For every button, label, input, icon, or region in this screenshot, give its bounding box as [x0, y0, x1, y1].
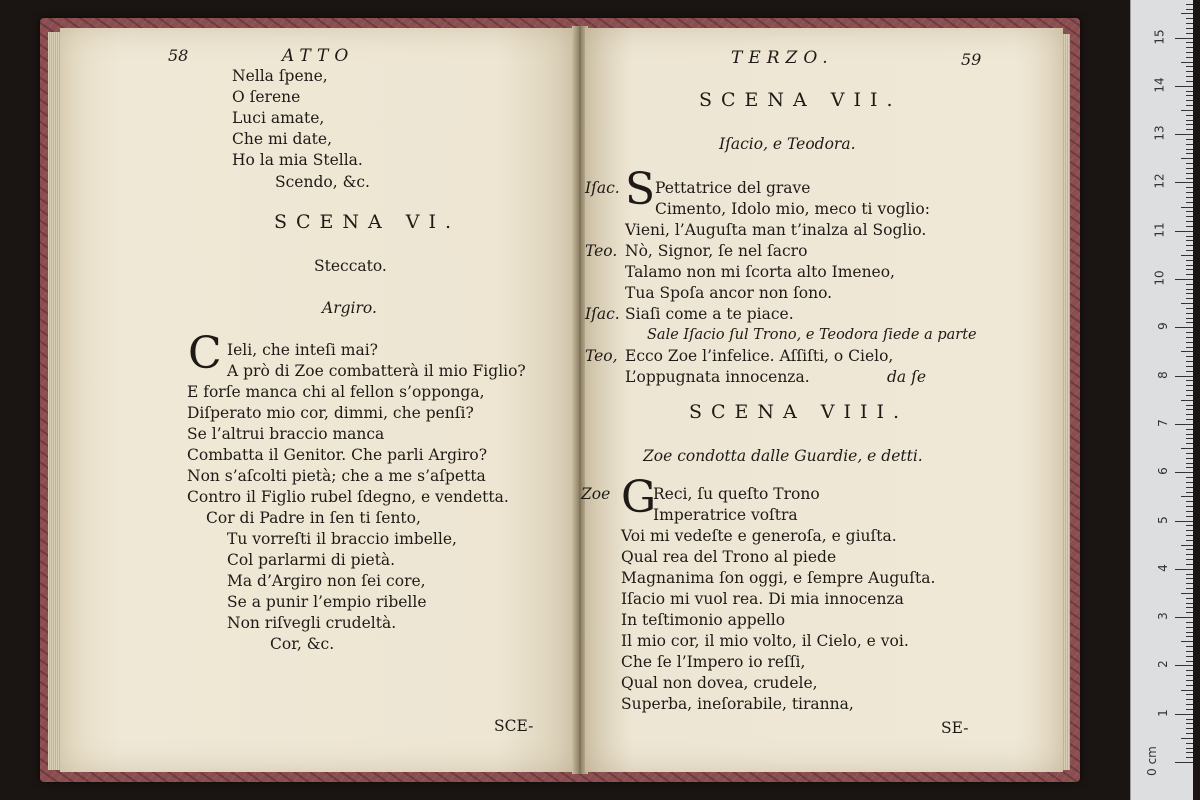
scene-characters: Iſacio, e Teodora. [719, 135, 856, 153]
ruler-tick [1186, 723, 1193, 724]
ruler-tick [1186, 549, 1193, 550]
ruler-label: 2 [1156, 660, 1171, 669]
dialogue-line: Che ſe l’Impero io reſſi, [621, 653, 806, 671]
ruler-tick [1186, 124, 1193, 125]
dialogue-line: Ecco Zoe l’infelice. Aſſiſti, o Cielo, [625, 347, 894, 365]
catchword: SCE- [494, 717, 534, 735]
ruler-tick [1181, 110, 1193, 111]
ruler-label: 1 [1156, 708, 1171, 717]
ruler-tick [1186, 66, 1193, 67]
scene-characters: Zoe condotta dalle Guardie, e detti. [643, 447, 923, 465]
ruler-tick [1186, 337, 1193, 338]
verse-line: Contro il Figlio rubel ſdegno, e vendetta. [187, 488, 509, 506]
verse-line: A prò di Zoe combatterà il mio Figlio? [227, 362, 526, 380]
ruler-tick [1186, 4, 1193, 5]
drop-cap: G [621, 472, 657, 523]
verse-line: Se a punir l’empio ribelle [227, 593, 427, 611]
ruler-tick [1186, 419, 1193, 420]
ruler-tick [1175, 665, 1193, 666]
ruler-tick [1186, 385, 1193, 386]
speaker-label: Teo. [585, 242, 618, 260]
ruler-tick [1186, 559, 1193, 560]
ruler-tick [1186, 115, 1193, 116]
ruler-tick [1186, 438, 1193, 439]
ruler-tick [1186, 492, 1193, 493]
ruler-tick [1186, 71, 1193, 72]
ruler-tick [1186, 260, 1193, 261]
ruler-tick [1186, 211, 1193, 212]
ruler-tick [1186, 197, 1193, 198]
ruler-tick [1186, 709, 1193, 710]
ruler-tick [1186, 173, 1193, 174]
dialogue-line: In teſtimonio appello [621, 611, 786, 629]
ruler-tick [1186, 603, 1193, 604]
ruler-tick [1175, 38, 1193, 39]
ruler-tick [1186, 564, 1193, 565]
ruler-tick [1186, 656, 1193, 657]
ruler-tick [1186, 216, 1193, 217]
ruler-tick [1181, 303, 1193, 304]
ruler-tick [1186, 342, 1193, 343]
ruler-tick [1186, 574, 1193, 575]
character-name: Argiro. [322, 299, 377, 317]
verse-line: Che mi date, [232, 130, 333, 148]
ruler-tick [1175, 327, 1193, 328]
ruler-tick [1186, 612, 1193, 613]
verse-line: Luci amate, [232, 109, 325, 127]
dialogue-line: Magnanima ſon oggi, e ſempre Auguſta. [621, 569, 936, 587]
verse-line: Ieli, che inteſi mai? [227, 341, 378, 359]
ruler-tick [1186, 390, 1193, 391]
ruler-tick [1186, 554, 1193, 555]
ruler-tick [1181, 158, 1193, 159]
ruler-tick [1181, 690, 1193, 691]
ruler-tick [1181, 13, 1193, 14]
ruler-tick [1186, 405, 1193, 406]
ruler-tick [1186, 670, 1193, 671]
ruler-tick [1186, 52, 1193, 53]
ruler-tick [1175, 134, 1193, 135]
ruler-label: 14 [1152, 77, 1167, 93]
dialogue-line: Imperatrice voſtra [653, 506, 798, 524]
ruler-tick [1186, 42, 1193, 43]
dialogue-line: Superba, ineſorabile, tiranna, [621, 695, 854, 713]
ruler-tick [1181, 448, 1193, 449]
dialogue-line: Il mio cor, il mio volto, il Cielo, e voi. [621, 632, 909, 650]
ruler-tick [1186, 646, 1193, 647]
ruler-tick [1175, 182, 1193, 183]
ruler-tick [1186, 627, 1193, 628]
dialogue-line: L’oppugnata innocenza. [625, 368, 810, 386]
ruler-tick [1186, 458, 1193, 459]
ruler-tick [1175, 762, 1193, 763]
ruler-tick [1186, 95, 1193, 96]
ruler-tick [1181, 400, 1193, 401]
ruler-tick [1175, 714, 1193, 715]
ruler-tick [1186, 525, 1193, 526]
ruler-tick [1186, 511, 1193, 512]
ruler-tick [1186, 516, 1193, 517]
ruler-label: 7 [1156, 419, 1171, 427]
ruler-tick [1186, 371, 1193, 372]
ruler-label: 10 [1152, 270, 1167, 286]
ruler-tick [1186, 105, 1193, 106]
ruler-tick [1186, 18, 1193, 19]
dialogue-line: Siaſi come a te piace. [625, 305, 794, 323]
ruler-tick [1186, 178, 1193, 179]
speaker-label: Iſac. [585, 305, 620, 323]
right-running-head: TERZO. [731, 48, 834, 68]
ruler-tick [1186, 33, 1193, 34]
ruler-label: 5 [1156, 515, 1171, 524]
ruler-tick [1186, 443, 1193, 444]
ruler-tick [1186, 699, 1193, 700]
measuring-ruler [1130, 0, 1193, 800]
ruler-tick [1186, 661, 1193, 662]
left-running-head: ATTO [282, 46, 355, 66]
ruler-tick [1175, 521, 1193, 522]
drop-cap: S [625, 164, 656, 215]
ruler-tick [1181, 62, 1193, 63]
ruler-tick [1186, 463, 1193, 464]
ruler-label: 12 [1152, 173, 1167, 190]
ruler-tick [1186, 313, 1193, 314]
ruler-tick [1186, 704, 1193, 705]
verse-line: Ma d’Argiro non ſei core, [227, 572, 426, 590]
dialogue-line: Iſacio mi vuol rea. Di mia innocenza [621, 590, 904, 608]
verse-line: Non riſvegli crudeltà. [227, 614, 397, 632]
ruler-tick [1175, 86, 1193, 87]
dialogue-line: Tua Spoſa ancor non ſono. [625, 284, 833, 302]
verse-line: Nella ſpene, [232, 67, 328, 85]
ruler-tick [1186, 284, 1193, 285]
ruler-tick [1186, 395, 1193, 396]
ruler-tick [1186, 434, 1193, 435]
ruler-tick [1186, 501, 1193, 502]
ruler-tick [1186, 226, 1193, 227]
verse-line: O ſerene [232, 88, 301, 106]
right-page-number: 59 [961, 50, 982, 69]
verse-line: Scendo, &c. [275, 173, 370, 191]
ruler-tick [1186, 607, 1193, 608]
ruler-tick [1186, 202, 1193, 203]
ruler-tick [1186, 187, 1193, 188]
drop-cap: C [188, 328, 222, 379]
ruler-tick [1181, 641, 1193, 642]
dialogue-line: Nò, Signor, ſe nel ſacro [625, 242, 808, 260]
verse-line: Col parlarmi di pietà. [227, 551, 396, 569]
ruler-tick [1186, 453, 1193, 454]
ruler-tick [1181, 496, 1193, 497]
speaker-label: Zoe [581, 485, 611, 503]
ruler-tick [1186, 23, 1193, 24]
ruler-tick [1186, 535, 1193, 536]
dialogue-line: Voi mi vedeſte e generoſa, e giuſta. [621, 527, 897, 545]
ruler-tick [1186, 236, 1193, 237]
ruler-tick [1186, 221, 1193, 222]
ruler-tick [1186, 289, 1193, 290]
scene-heading: SCENA VI. [274, 211, 461, 233]
ruler-tick [1186, 487, 1193, 488]
ruler-tick [1186, 685, 1193, 686]
ruler-tick [1186, 269, 1193, 270]
verse-line: Combatta il Genitor. Che parli Argiro? [187, 446, 488, 464]
ruler-tick [1175, 279, 1193, 280]
ruler-tick [1186, 76, 1193, 77]
ruler-tick [1186, 632, 1193, 633]
verse-line: Cor di Padre in ſen ti ſento, [206, 509, 421, 527]
ruler-tick [1186, 139, 1193, 140]
ruler-tick [1186, 578, 1193, 579]
ruler-label: 9 [1156, 322, 1171, 331]
verse-line: E forſe manca chi al fellon s’oppongа, [187, 383, 485, 401]
ruler-tick [1186, 757, 1193, 758]
ruler-tick [1186, 380, 1193, 381]
ruler-tick [1186, 347, 1193, 348]
ruler-tick [1186, 163, 1193, 164]
verse-line: Non s’aſcolti pietà; che a me s’aſpetta [187, 467, 486, 485]
ruler-tick [1181, 255, 1193, 256]
ruler-tick [1186, 250, 1193, 251]
speaker-label: Iſac. [585, 179, 620, 197]
ruler-tick [1175, 424, 1193, 425]
ruler-tick [1186, 588, 1193, 589]
ruler-tick [1175, 472, 1193, 473]
ruler-tick [1181, 207, 1193, 208]
verse-line: Tu vorreſti il braccio imbelle, [227, 530, 457, 548]
ruler-tick [1186, 675, 1193, 676]
ruler-tick [1186, 91, 1193, 92]
ruler-label: 15 [1152, 28, 1167, 45]
ruler-tick [1186, 245, 1193, 246]
scene-heading: SCENA VIII. [689, 401, 909, 423]
ruler-tick [1186, 622, 1193, 623]
ruler-tick [1186, 322, 1193, 323]
ruler-tick [1186, 240, 1193, 241]
dialogue-line: Vieni, l’Auguſta man t’inalza al Soglio. [625, 221, 927, 239]
ruler-label: 13 [1152, 125, 1167, 141]
ruler-tick [1186, 57, 1193, 58]
ruler-tick [1186, 719, 1193, 720]
speaker-label: Teo, [585, 347, 618, 365]
scene-heading: SCENA VII. [699, 89, 902, 111]
ruler-tick [1186, 733, 1193, 734]
ruler-tick [1186, 9, 1193, 10]
verse-line: Ho la mia Stella. [232, 151, 363, 169]
ruler-tick [1186, 598, 1193, 599]
ruler-tick [1181, 593, 1193, 594]
ruler-label: 6 [1156, 467, 1171, 476]
verse-line: Diſperato mio cor, dimmi, che penſi? [187, 404, 474, 422]
ruler-tick [1186, 414, 1193, 415]
ruler-tick [1186, 636, 1193, 637]
stage-direction: Sale Iſacio ſul Trono, e Teodora ſiede a parte [647, 327, 977, 343]
ruler-tick [1181, 351, 1193, 352]
ruler-tick [1186, 366, 1193, 367]
right-page [581, 28, 1063, 772]
ruler-tick [1186, 308, 1193, 309]
ruler-tick [1186, 28, 1193, 29]
ruler-tick [1186, 149, 1193, 150]
ruler-tick [1186, 583, 1193, 584]
ruler-tick [1186, 748, 1193, 749]
ruler-tick [1186, 298, 1193, 299]
verse-line: Se l’altrui braccio manca [187, 425, 385, 443]
catchword: SE- [941, 719, 969, 737]
ruler-tick [1186, 540, 1193, 541]
ruler-tick [1186, 265, 1193, 266]
ruler-tick [1175, 231, 1193, 232]
ruler-tick [1186, 506, 1193, 507]
ruler-tick [1186, 482, 1193, 483]
ruler-tick [1186, 467, 1193, 468]
ruler-tick [1181, 545, 1193, 546]
ruler-tick [1186, 694, 1193, 695]
verse-line: Cor, &c. [270, 635, 335, 653]
ruler-tick [1186, 477, 1193, 478]
ruler-tick [1186, 120, 1193, 121]
ruler-label: 8 [1156, 370, 1171, 379]
ruler-label: 3 [1156, 612, 1171, 620]
ruler-tick [1186, 728, 1193, 729]
ruler-tick [1186, 680, 1193, 681]
dialogue-line: Talamo non mi ſcorta alto Imeneo, [625, 263, 895, 281]
dialogue-line: Pettatrice del grave [655, 179, 811, 197]
aside-direction: da ſe [887, 368, 926, 386]
ruler-tick [1181, 738, 1193, 739]
scene-setting: Steccato. [314, 257, 387, 275]
ruler-tick [1186, 100, 1193, 101]
ruler-tick [1186, 743, 1193, 744]
ruler-tick [1186, 651, 1193, 652]
ruler-tick [1186, 752, 1193, 753]
dialogue-line: Qual non dovea, crudele, [621, 674, 818, 692]
ruler-tick [1186, 361, 1193, 362]
ruler-label: 4 [1156, 563, 1171, 572]
ruler-tick [1186, 318, 1193, 319]
ruler-tick [1186, 144, 1193, 145]
ruler-tick [1186, 168, 1193, 169]
ruler-tick [1186, 47, 1193, 48]
ruler-tick [1186, 356, 1193, 357]
ruler-tick [1186, 429, 1193, 430]
left-page [60, 28, 575, 772]
dialogue-line: Reci, ſu queſto Trono [653, 485, 820, 503]
ruler-label: 0 cm [1145, 746, 1160, 776]
ruler-tick [1186, 293, 1193, 294]
ruler-tick [1175, 569, 1193, 570]
ruler-tick [1175, 376, 1193, 377]
ruler-tick [1186, 530, 1193, 531]
ruler-tick [1186, 332, 1193, 333]
ruler-tick [1175, 617, 1193, 618]
ruler-tick [1186, 409, 1193, 410]
dialogue-line: Qual rea del Trono al piede [621, 548, 837, 566]
ruler-tick [1186, 274, 1193, 275]
ruler-tick [1186, 153, 1193, 154]
left-page-number: 58 [168, 46, 189, 65]
ruler-tick [1186, 81, 1193, 82]
ruler-tick [1186, 129, 1193, 130]
ruler-label: 11 [1152, 222, 1167, 238]
ruler-tick [1186, 192, 1193, 193]
dialogue-line: Cimento, Idolo mio, meco ti voglio: [655, 200, 930, 218]
